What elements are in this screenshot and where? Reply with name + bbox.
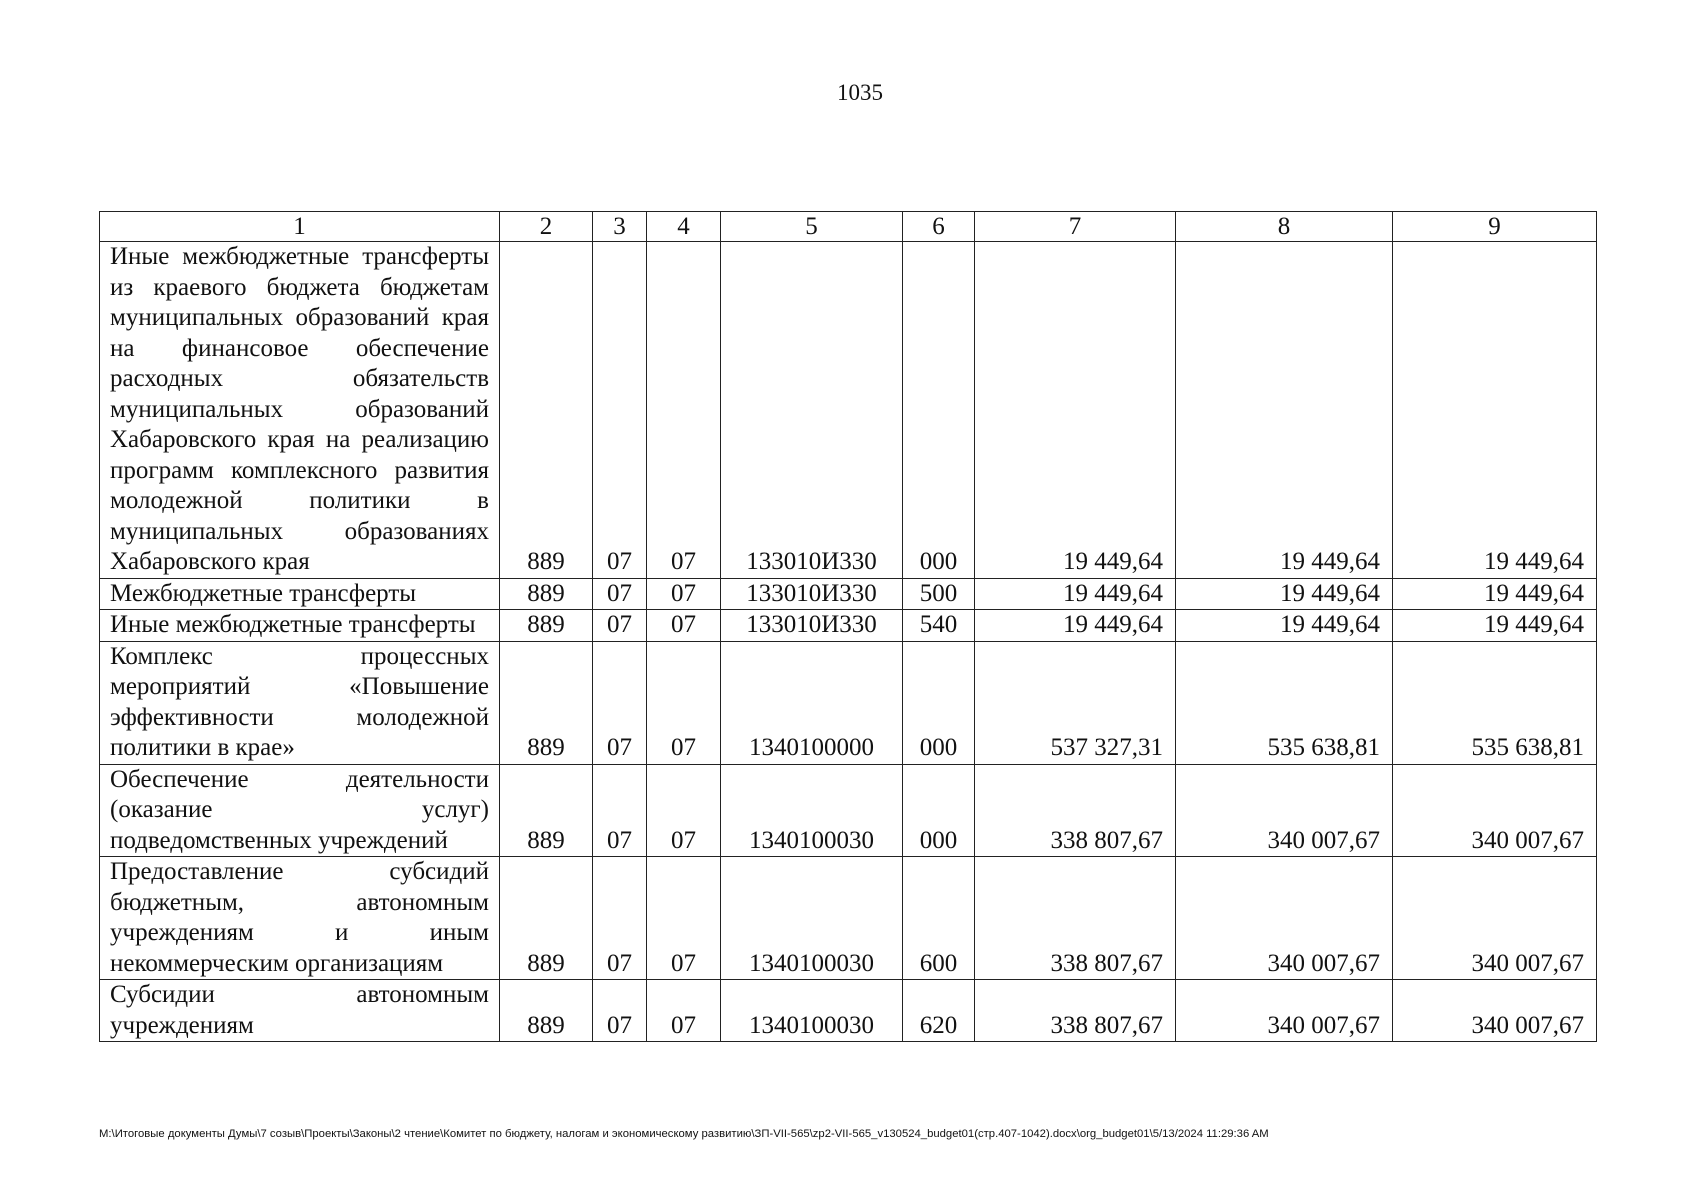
budget-table [99,211,1597,1042]
grbs-code: 889 [500,980,593,1042]
grbs-code: 889 [500,764,593,857]
table-row [100,857,1597,980]
expense-type-code: 500 [903,578,975,610]
amount-col8: 340 007,67 [1176,764,1393,857]
expense-type-code: 000 [903,641,975,764]
amount-col8: 340 007,67 [1176,980,1393,1042]
grbs-code: 889 [500,641,593,764]
expense-type-code: 540 [903,610,975,642]
header-cell: 8 [1176,212,1393,242]
target-article-code: 133010И330 [721,242,903,579]
row-name: Комплекс процессных мероприятий «Повышение эффективности молодежной политики в крае» [100,641,500,764]
header-cell: 2 [500,212,593,242]
header-cell: 7 [975,212,1176,242]
table-header [100,212,1597,242]
header-cell: 1 [100,212,500,242]
amount-col8: 19 449,64 [1176,578,1393,610]
section-code: 07 [593,641,647,764]
row-name: Субсидии автономным учреждениям [100,980,500,1042]
amount-col9: 19 449,64 [1393,578,1597,610]
table-row [100,242,1597,579]
target-article-code: 1340100030 [721,764,903,857]
header-cell: 6 [903,212,975,242]
subsection-code: 07 [647,641,721,764]
expense-type-code: 000 [903,242,975,579]
grbs-code: 889 [500,610,593,642]
section-code: 07 [593,610,647,642]
amount-col9: 340 007,67 [1393,764,1597,857]
document-file-path: M:\Итоговые документы Думы\7 созыв\Проекты\Законы\2 чтение\Комитет по бюджету, налогам и экономическому развитию\ЗП-VII-565\zp2-VII-565_v130524_budget01(стр.407-1042).docx\org_budget01\5/13/2024 11:29:36 AM [99,1128,1269,1140]
grbs-code: 889 [500,242,593,579]
expense-type-code: 000 [903,764,975,857]
amount-col7: 19 449,64 [975,578,1176,610]
table-row [100,610,1597,642]
section-code: 07 [593,980,647,1042]
subsection-code: 07 [647,242,721,579]
target-article-code: 1340100030 [721,980,903,1042]
row-name: Иные межбюджетные трансферты [100,610,500,642]
page-number: 1035 [837,80,883,105]
expense-type-code: 600 [903,857,975,980]
table-row [100,980,1597,1042]
table-row [100,641,1597,764]
amount-col9: 340 007,67 [1393,980,1597,1042]
amount-col8: 19 449,64 [1176,242,1393,579]
grbs-code: 889 [500,857,593,980]
header-cell: 9 [1393,212,1597,242]
subsection-code: 07 [647,578,721,610]
amount-col7: 338 807,67 [975,857,1176,980]
target-article-code: 1340100030 [721,857,903,980]
grbs-code: 889 [500,578,593,610]
amount-col8: 535 638,81 [1176,641,1393,764]
amount-col9: 19 449,64 [1393,610,1597,642]
expense-type-code: 620 [903,980,975,1042]
subsection-code: 07 [647,980,721,1042]
section-code: 07 [593,242,647,579]
amount-col8: 19 449,64 [1176,610,1393,642]
section-code: 07 [593,764,647,857]
amount-col7: 19 449,64 [975,242,1176,579]
target-article-code: 1340100000 [721,641,903,764]
header-cell: 3 [593,212,647,242]
row-name: Предоставление субсидий бюджетным, автономным учреждениям и иным некоммерческим организациям [100,857,500,980]
header-cell: 4 [647,212,721,242]
subsection-code: 07 [647,764,721,857]
target-article-code: 133010И330 [721,578,903,610]
row-name: Межбюджетные трансферты [100,578,500,610]
amount-col7: 537 327,31 [975,641,1176,764]
amount-col7: 338 807,67 [975,980,1176,1042]
subsection-code: 07 [647,857,721,980]
section-code: 07 [593,578,647,610]
target-article-code: 133010И330 [721,610,903,642]
row-name: Обеспечение деятельности (оказание услуг) подведомственных учреждений [100,764,500,857]
header-row [100,212,1597,242]
table-row [100,764,1597,857]
amount-col8: 340 007,67 [1176,857,1393,980]
section-code: 07 [593,857,647,980]
amount-col9: 340 007,67 [1393,857,1597,980]
table-body [100,242,1597,1042]
amount-col7: 19 449,64 [975,610,1176,642]
amount-col7: 338 807,67 [975,764,1176,857]
amount-col9: 19 449,64 [1393,242,1597,579]
table-row [100,578,1597,610]
subsection-code: 07 [647,610,721,642]
amount-col9: 535 638,81 [1393,641,1597,764]
row-name: Иные межбюджетные трансферты из краевого бюджета бюджетам муниципальных образований края на финансовое обеспечение расходных обязательств муниципальных образований Хабаровского края на реализацию программ комплексного развития молодежной политики в муниципальных образованиях Хабаровского края [100,242,500,579]
header-cell: 5 [721,212,903,242]
